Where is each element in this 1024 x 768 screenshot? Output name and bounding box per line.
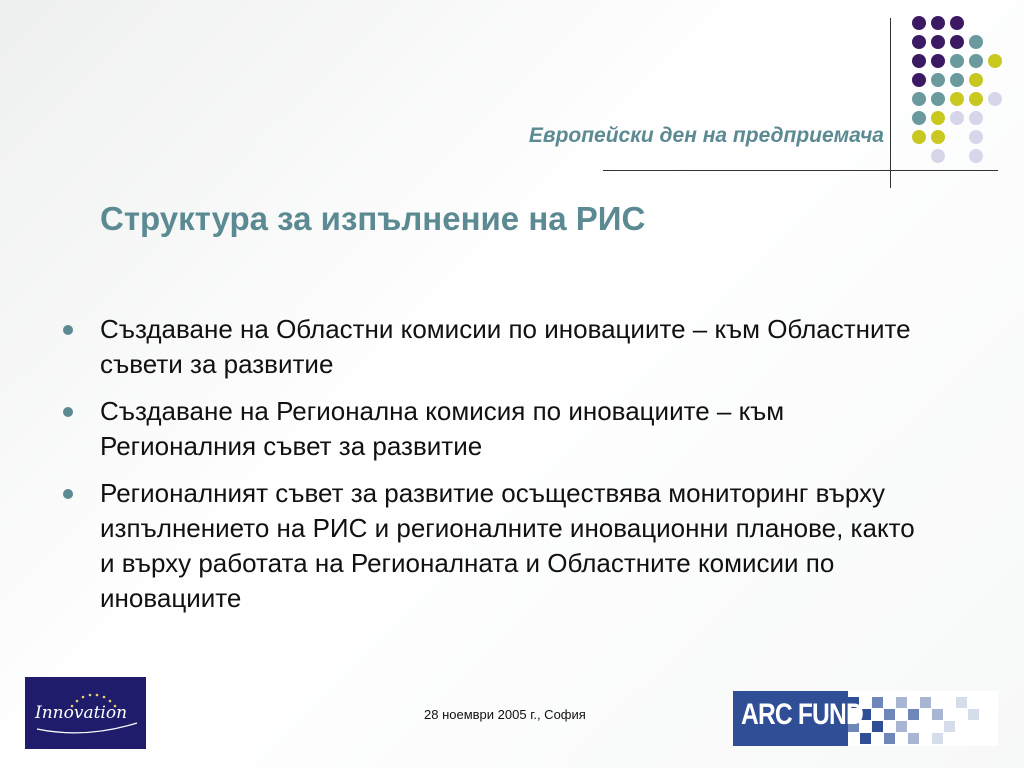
arc-pixel — [944, 721, 955, 732]
header-divider-vertical — [890, 18, 891, 188]
arc-pixel — [908, 709, 919, 720]
arc-fund-logo-text: ARC FUND — [741, 698, 863, 731]
decorative-dot — [950, 111, 964, 125]
decorative-dot — [969, 149, 983, 163]
arc-fund-logo — [733, 691, 998, 746]
decorative-dot — [912, 73, 926, 87]
decorative-dot — [931, 73, 945, 87]
bullet-item — [100, 312, 920, 382]
decorative-dot — [912, 54, 926, 68]
arc-pixel — [932, 733, 943, 744]
decorative-dot — [931, 111, 945, 125]
decorative-dot — [950, 16, 964, 30]
arc-pixel — [932, 709, 943, 720]
arc-pixel — [908, 733, 919, 744]
decorative-dot — [912, 16, 926, 30]
decorative-dot — [931, 54, 945, 68]
decorative-dot — [969, 111, 983, 125]
arc-pixel — [872, 697, 883, 708]
arc-pixel — [968, 709, 979, 720]
innovation-logo-text: Innovation — [35, 703, 128, 723]
decorative-dot — [912, 111, 926, 125]
arc-pixel — [896, 697, 907, 708]
arc-pixel — [884, 733, 895, 744]
arc-pixel — [956, 697, 967, 708]
bullet-dot-icon — [63, 407, 73, 417]
arc-pixel — [896, 721, 907, 732]
decorative-dot — [950, 92, 964, 106]
bullet-text: Създаване на Областни комисии по иновациите – към Областните съвети за развитие — [100, 314, 911, 379]
bullet-item — [100, 394, 920, 464]
decorative-dot — [969, 54, 983, 68]
bullet-list — [100, 312, 920, 628]
decorative-dot — [931, 35, 945, 49]
decorative-dot — [969, 35, 983, 49]
decorative-dot — [912, 35, 926, 49]
decorative-dot — [912, 92, 926, 106]
decorative-dot — [988, 92, 1002, 106]
header-title: Европейски ден на предприемача — [528, 124, 884, 147]
decorative-dot — [931, 130, 945, 144]
bullet-text: Регионалният съвет за развитие осъществява мониторинг върху изпълнението на РИС и регионалните иновационни планове, както и върху работата на Регионалната и Областните комисии по иновациите — [100, 478, 915, 613]
decorative-dot — [950, 54, 964, 68]
decorative-dot-matrix — [0, 0, 1024, 190]
decorative-dot — [950, 73, 964, 87]
decorative-dot — [931, 16, 945, 30]
slide-title: Структура за изпълнение на РИС — [100, 200, 646, 237]
decorative-dot — [969, 73, 983, 87]
bullet-item — [100, 476, 920, 616]
bullet-dot-icon — [63, 489, 73, 499]
decorative-dot — [931, 149, 945, 163]
arc-pixel — [872, 721, 883, 732]
arc-pixel — [884, 709, 895, 720]
decorative-dot — [931, 92, 945, 106]
arc-pixel — [860, 733, 871, 744]
decorative-dot — [912, 130, 926, 144]
decorative-dot — [988, 54, 1002, 68]
decorative-dot — [950, 35, 964, 49]
bullet-dot-icon — [63, 325, 73, 335]
header-divider-horizontal — [603, 170, 998, 171]
decorative-dot — [969, 92, 983, 106]
footer-date: 28 ноември 2005 г., София — [424, 707, 586, 722]
innovation-logo — [25, 677, 146, 749]
arc-pixel — [920, 697, 931, 708]
bullet-text: Създаване на Регионална комисия по иновациите – към Регионалния съвет за развитие — [100, 396, 785, 461]
decorative-dot — [969, 130, 983, 144]
